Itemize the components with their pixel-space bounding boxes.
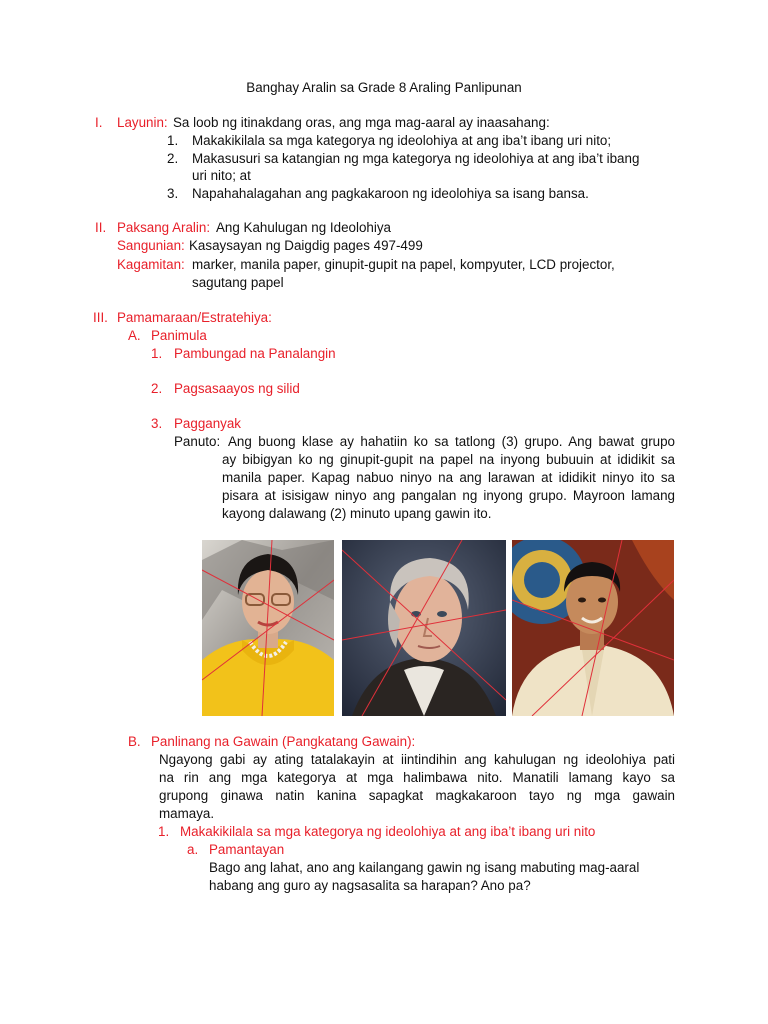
kagamitan-value-line-2: sagutang papel	[192, 275, 284, 290]
panuto-line-3: manila paper. Kapag nabuo ninyo na ang larawan at ididikit ninyo ito sa	[222, 470, 675, 485]
section-3a-letter: A.	[128, 328, 141, 343]
pamantayan-letter: a.	[187, 842, 199, 857]
panlinang-item-1-label: Makakikilala sa mga kategorya ng ideolohiya at ang iba’t ibang uri nito	[180, 824, 596, 839]
panimula-item-3-label: Pagganyak	[174, 416, 242, 431]
panlinang-line-3: grupong ginawa natin kanina sapagkat magkakaroon tayo ng mga gawain	[159, 788, 675, 803]
section-3b-letter: B.	[128, 734, 141, 749]
objective-2-text-line-2: uri nito; at	[192, 168, 251, 183]
portrait-woman-yellow-dress	[202, 540, 334, 716]
objective-1-text: Makakikilala sa mga kategorya ng ideolohiya at ang iba’t ibang uri nito;	[192, 133, 612, 148]
section-1-numeral: I.	[95, 115, 103, 130]
panuto-line-4: pisara at isisigaw ninyo ang pangalan ng inyong grupo. Mayroon lamang	[222, 488, 675, 503]
section-3-numeral: III.	[93, 310, 108, 325]
objective-1-num: 1.	[167, 133, 179, 148]
section-3-label: Pamamaraan/Estratehiya:	[117, 310, 272, 325]
objective-2-text-line-1: Makasusuri sa katangian ng mga kategorya ng ideolohiya at ang iba’t ibang	[192, 151, 640, 166]
objective-3-text: Napahahalagahan ang pagkakaroon ng ideolohiya sa isang bansa.	[192, 186, 589, 201]
document-title: Banghay Aralin sa Grade 8 Araling Panlipunan	[246, 80, 522, 95]
panuto-line-5: kayong dalawang (2) minuto upang gawin ito.	[222, 506, 492, 521]
panimula-item-1-label: Pambungad na Panalangin	[174, 346, 336, 361]
section-2-label: Paksang Aralin:	[117, 220, 211, 235]
objective-2-num: 2.	[167, 151, 179, 166]
section-3b-label: Panlinang na Gawain (Pangkatang Gawain):	[151, 734, 416, 749]
section-1-intro: Sa loob ng itinakdang oras, ang mga mag-aaral ay inaasahang:	[173, 115, 550, 130]
panuto-paragraph	[222, 451, 675, 523]
panuto-line-1-wrap	[228, 433, 675, 451]
portrait-man-barong	[512, 540, 674, 716]
objective-3-num: 3.	[167, 186, 179, 201]
panlinang-line-4: mamaya.	[159, 806, 215, 821]
kagamitan-label: Kagamitan:	[117, 257, 185, 272]
sanggunian-label: Sangunian:	[117, 238, 185, 253]
portrait-man-18th-century	[342, 540, 506, 716]
question-line-2: habang ang guro ay nagsasalita sa harapan? Ano pa?	[209, 878, 531, 893]
panuto-line-2: ay bibigyan ko ng ginupit-gupit na papel na inyong bubuuin at ididikit sa	[222, 452, 675, 467]
kagamitan-value-line-1: marker, manila paper, ginupit-gupit na papel, kompyuter, LCD projector,	[192, 257, 615, 272]
panimula-item-1-num: 1.	[151, 346, 163, 361]
section-3a-label: Panimula	[151, 328, 207, 343]
panlinang-paragraph	[159, 751, 675, 823]
panlinang-item-1-num: 1.	[158, 824, 170, 839]
panuto-line-1: Ang buong klase ay hahatiin ko sa tatlong (3) grupo. Ang bawat grupo	[228, 434, 675, 449]
panimula-item-2-label: Pagsasaayos ng silid	[174, 381, 300, 396]
question-line-1: Bago ang lahat, ano ang kailangang gawin ng isang mabuting mag-aaral	[209, 860, 640, 875]
panlinang-line-1: Ngayong gabi ay ating tatalakayin at iintindihin ang kahulugan ng ideolohiya pati	[159, 752, 675, 767]
sanggunian-value: Kasaysayan ng Daigdig pages 497-499	[189, 238, 423, 253]
panimula-item-3-num: 3.	[151, 416, 163, 431]
pamantayan-label: Pamantayan	[209, 842, 285, 857]
section-2-numeral: II.	[95, 220, 107, 235]
paksang-aralin-value: Ang Kahulugan ng Ideolohiya	[216, 220, 391, 235]
panlinang-line-2: na rin ang mga kategorya at mga halimbawa nito. Manatili lamang kayo sa	[159, 770, 675, 785]
panuto-label: Panuto:	[174, 434, 221, 449]
section-1-label: Layunin:	[117, 115, 168, 130]
panimula-item-2-num: 2.	[151, 381, 163, 396]
